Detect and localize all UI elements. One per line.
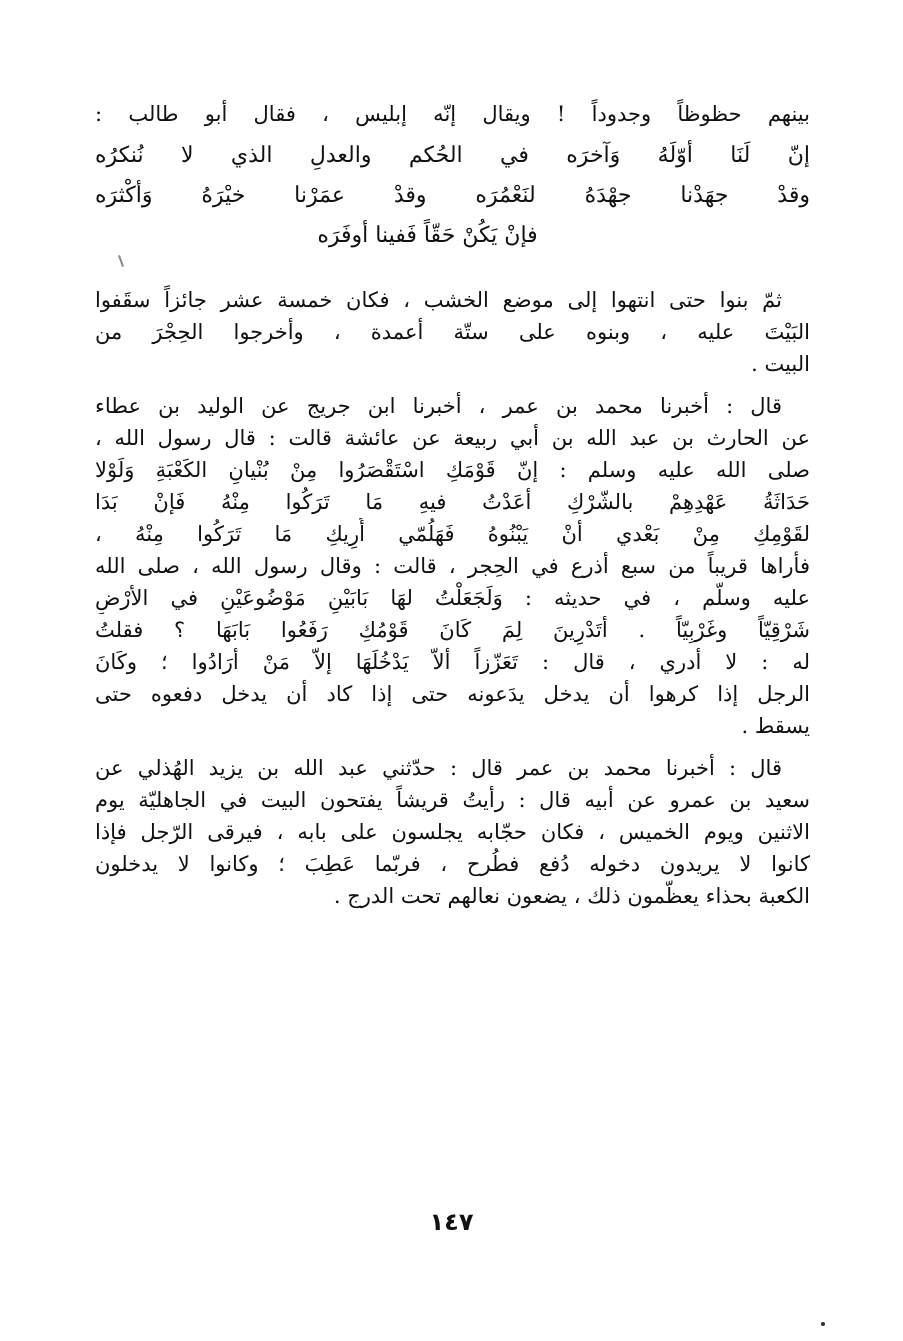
text-line: البيت . bbox=[751, 352, 810, 376]
text-line: يسقط . bbox=[741, 714, 810, 738]
text-line: ثمّ بنوا حتى انتهوا إلى موضع الخشب ، فكان خمسة عشر جائزاً سقَفوا bbox=[95, 288, 782, 312]
text-line: كانوا لا يريدون دخوله دُفع فطُرح ، فربّما عَطِبَ ؛ وكانوا لا يدخلون bbox=[95, 852, 810, 876]
page-number: ١٤٧ bbox=[429, 1208, 474, 1236]
text-line: عن الحارث بن عبد الله بن أبي ربيعة عن عائشة قالت : قال رسول الله ، bbox=[95, 426, 810, 450]
text-line: سعيد بن عمرو عن أبيه قال : رأيتُ قريشاً يفتحون البيت في الجاهليّة يوم bbox=[95, 788, 810, 812]
book-page bbox=[95, 98, 810, 912]
paragraph bbox=[95, 752, 810, 912]
text-line: له : لا أدري ، قال : تَعَزّزاً ألاّ يَدْخُلَهَا إلاّ مَنْ أرَادُوا ؛ وكَانَ bbox=[95, 650, 810, 674]
text-line: البَيْتَ عليه ، وبنوه على ستّة أعمدة ، وأخرجوا الحِجْرَ من bbox=[95, 320, 810, 344]
text-line: قال : أخبرنا محمد بن عمر ، أخبرنا ابن جريج عن الوليد بن عطاء bbox=[95, 394, 782, 418]
text-line: عليه وسلّم ، في حديثه : وَلَجَعَلْتُ لهَا بَابَيْنِ مَوْضُوعَيْنِ في الأرْضِ bbox=[95, 586, 810, 610]
text-line: الاثنين ويوم الخميس ، فكان حجّابه يجلسون على بابه ، فيرقى الرّجل فإذا bbox=[95, 820, 810, 844]
text-line: حَدَاثَةُ عَهْدِهِمْ بالشّرْكِ أعَدْتُ فيهِ مَا تَرَكُوا مِنْهُ فَإنْ بَدَا bbox=[95, 490, 810, 514]
verse-line: فإنْ يَكُنْ حَقّاً فَفينا أوفَرَه bbox=[317, 223, 538, 248]
paragraph bbox=[95, 284, 810, 380]
paragraph bbox=[95, 390, 810, 742]
text-line: صلى الله عليه وسلم : إنّ قَوْمَكِ اسْتَقْصَرُوا مِنْ بُنْيانِ الكَعْبَةِ وَلَوْلا bbox=[95, 458, 810, 482]
verse-line: إنّ لَنَا أوّلَهُ وَآخرَه في الحُكم والعدلِ الذي لا نُنكرُه bbox=[95, 143, 810, 168]
text-line: لقَوْمِكِ مِنْ بَعْدي أنْ يَبْنُوهُ فَهَلُمّي أُرِيكِ مَا تَرَكُوا مِنْهُ ، bbox=[95, 522, 810, 546]
text-line: الرجل إذا كرهوا أن يدخل يدَعونه حتى إذا كاد أن يدخل دفعوه حتى bbox=[95, 682, 810, 706]
text-line: شَرْقِيّاً وغَرْبِيّاً . أتَدْرِينَ لِمَ كَانَ قَوْمُكِ رَفَعُوا بَابَهَا ؟ فقلتُ bbox=[95, 618, 810, 642]
text-line: فأراها قريباً من سبع أذرع في الحِجر ، قالت : وقال رسول الله ، صلى الله bbox=[95, 554, 810, 578]
verse-line: وقدْ جهَدْنا جهْدَهُ لنَعْمُرَه وقدْ عمَرْنا خيْرَهُ وَأكْثرَه bbox=[95, 183, 810, 208]
intro-line: بينهم حظوظاً وجدوداً ! ويقال إنّه إبليس ، فقال أبو طالب : bbox=[95, 102, 810, 126]
scan-speck bbox=[821, 1322, 825, 1326]
text-line: الكعبة بحذاء يعظّمون ذلك ، يضعون نعالهم تحت الدرج . bbox=[333, 884, 810, 908]
text-line: قال : أخبرنا محمد بن عمر قال : حدّثني عبد الله بن يزيد الهُذلي عن bbox=[95, 756, 782, 780]
